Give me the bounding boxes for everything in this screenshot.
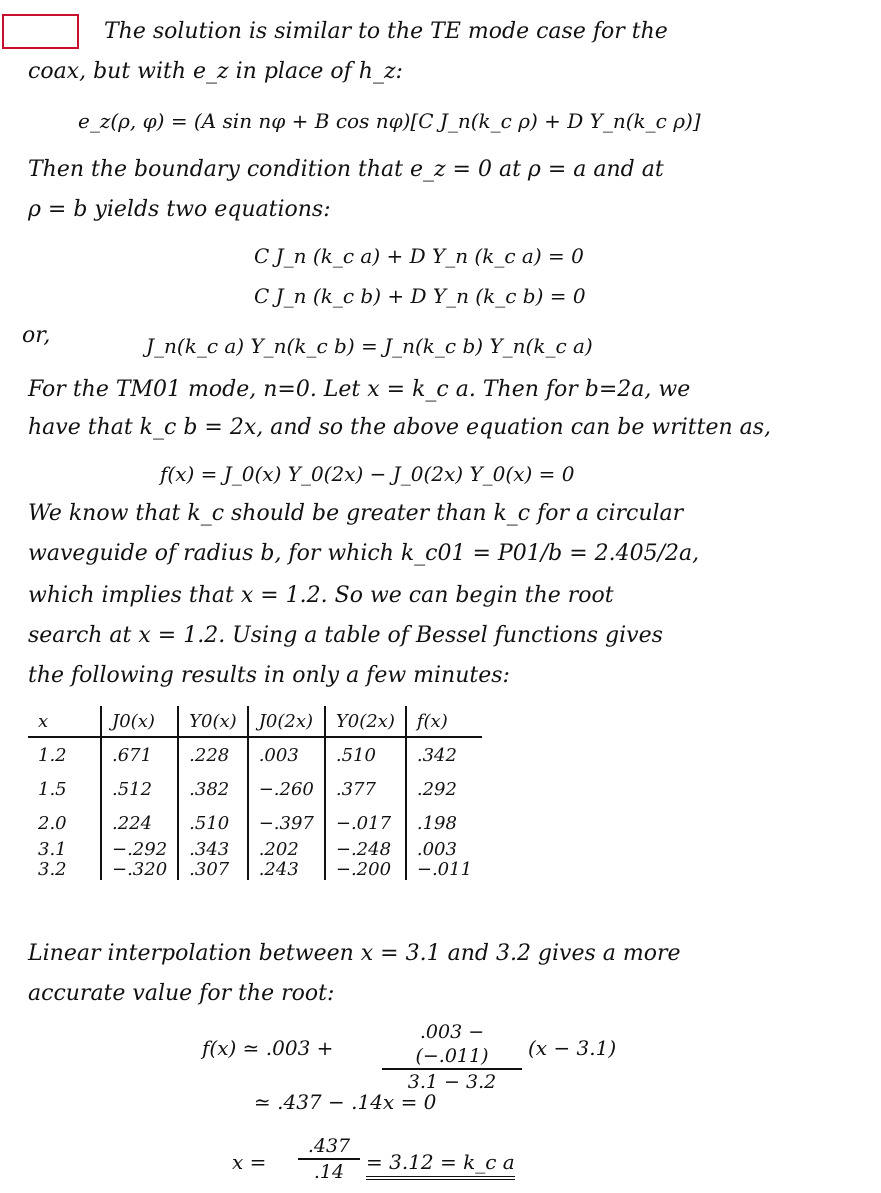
table-row (28, 840, 482, 860)
cell: .198 (406, 806, 482, 840)
text-line-6: have that k_c b = 2x, and so the above equation can be written as, (28, 415, 772, 440)
result-lhs: x = (232, 1150, 267, 1174)
header-y0x: Y0(x) (178, 706, 248, 737)
cell: .377 (325, 772, 406, 806)
cell: −.397 (248, 806, 325, 840)
cell: .243 (248, 860, 325, 880)
interp-rhs: (x − 3.1) (528, 1036, 617, 1060)
table-header-row (28, 706, 482, 737)
cell: 1.2 (38, 744, 67, 766)
result-value: = 3.12 = k_c a (366, 1150, 515, 1180)
header-j02x: J0(2x) (248, 706, 325, 737)
cell: 2.0 (38, 812, 67, 834)
cell: −.200 (325, 860, 406, 880)
cell: .224 (101, 806, 178, 840)
cell: −.320 (101, 860, 178, 880)
text-line-7: We know that k_c should be greater than k_c for a circular (28, 501, 684, 526)
result-rhs (366, 1148, 515, 1176)
cell: .003 (406, 840, 482, 860)
result-denominator: .14 (313, 1161, 345, 1183)
interp-denominator: 3.1 − 3.2 (407, 1071, 497, 1093)
table-row (28, 806, 482, 840)
text-line-5: For the TM01 mode, n=0. Let x = k_c a. Then for b=2a, we (28, 377, 691, 402)
result-numerator: .437 (298, 1134, 360, 1160)
header-fx: f(x) (406, 706, 482, 737)
bessel-table (28, 706, 482, 880)
header-x: x (28, 706, 101, 737)
table-row (28, 737, 482, 772)
cell: .307 (178, 860, 248, 880)
equation-combined: J_n(k_c a) Y_n(k_c b) = J_n(k_c b) Y_n(k_c a) (146, 334, 593, 358)
cell: 1.5 (38, 778, 67, 800)
text-line-3: Then the boundary condition that e_z = 0 at ρ = a and at (28, 157, 664, 182)
cell: 3.1 (38, 839, 67, 860)
text-line-12: Linear interpolation between x = 3.1 and 3.2 gives a more (28, 941, 681, 966)
cell: .510 (325, 737, 406, 772)
text-line-8: waveguide of radius b, for which k_c01 = P01/b = 2.405/2a, (28, 541, 700, 566)
text-line-2: coax, but with e_z in place of h_z: (28, 59, 403, 84)
cell: .228 (178, 737, 248, 772)
equation-bc-b: C J_n (k_c b) + D Y_n (k_c b) = 0 (254, 284, 586, 308)
text-line-11: the following results in only a few minutes: (28, 663, 510, 688)
text-line-4: ρ = b yields two equations: (28, 197, 331, 222)
problem-number-box (2, 14, 79, 49)
interp-step2: ≃ .437 − .14x = 0 (254, 1090, 437, 1114)
text-line-13: accurate value for the root: (28, 981, 335, 1006)
table-row (28, 772, 482, 806)
interp-fraction (382, 1020, 522, 1094)
header-y02x: Y0(2x) (325, 706, 406, 737)
cell: .512 (101, 772, 178, 806)
equation-fx: f(x) = J_0(x) Y_0(2x) − J_0(2x) Y_0(x) = 0 (160, 462, 575, 486)
cell: .202 (248, 840, 325, 860)
cell: .671 (101, 737, 178, 772)
cell: −.011 (406, 860, 482, 880)
cell: .003 (248, 737, 325, 772)
cell: .342 (406, 737, 482, 772)
interp-lhs: f(x) ≃ .003 + (202, 1036, 334, 1060)
interp-numerator: .003 − (−.011) (382, 1020, 522, 1070)
cell: .382 (178, 772, 248, 806)
text-or: or, (22, 323, 51, 348)
table-row (28, 860, 482, 880)
cell: −.292 (101, 840, 178, 860)
text-line-9: which implies that x = 1.2. So we can begin the root (28, 583, 614, 608)
header-j0x: J0(x) (101, 706, 178, 737)
cell: −.260 (248, 772, 325, 806)
cell: .510 (178, 806, 248, 840)
cell: 3.2 (38, 859, 67, 880)
result-fraction (298, 1134, 360, 1184)
cell: .343 (178, 840, 248, 860)
equation-bc-a: C J_n (k_c a) + D Y_n (k_c a) = 0 (254, 244, 584, 268)
text-line-10: search at x = 1.2. Using a table of Bessel functions gives (28, 623, 663, 648)
cell: −.017 (325, 806, 406, 840)
equation-ez: e_z(ρ, φ) = (A sin nφ + B cos nφ)[C J_n(k_c ρ) + D Y_n(k_c ρ)] (78, 109, 701, 133)
cell: −.248 (325, 840, 406, 860)
text-line-1: The solution is similar to the TE mode case for the (104, 19, 668, 44)
cell: .292 (406, 772, 482, 806)
